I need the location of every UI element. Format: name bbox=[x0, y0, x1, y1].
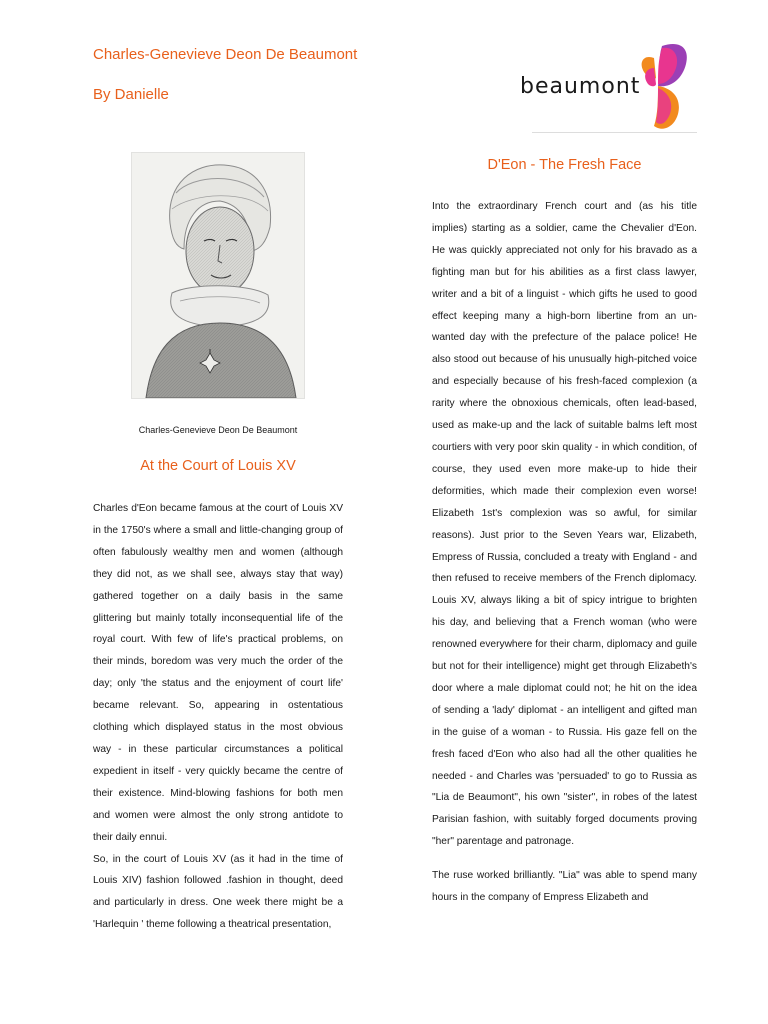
right-column-text bbox=[432, 196, 697, 909]
heading-fresh-face: D'Eon - The Fresh Face bbox=[487, 157, 642, 173]
portrait-caption: Charles-Genevieve Deon De Beaumont bbox=[138, 425, 298, 435]
paragraph: Into the extraordinary French court and (as his title implies) starting as a soldier, came the Chevalier d'Eon. He was quickly appreciated not only for his bravado as a fighting man but for his abilities as a first class lawyer, writer and a bit of a linguist - which gifts he used to good effect keeping many a high-born libertine from an un-wanted day with the prefecture of the palace police! He also stood out because of his unusually high-pitched voice and especially because of his fresh-faced complexion (a rarity where the obnoxious chemicals, often lead-based, used as make-up and the lack of suitable balms left most courtiers with very poor skin quality - in which condition, of course, they used even more make-up to hide their deformities, which made their complexion even worse! Elizabeth 1st's complexion was so awful, for similar reasons). Just prior to the Seven Years war, Elizabeth, Empress of Russia, concluded a treaty with England - and then refused to receive members of the French diplomacy. Louis XV, always liking a bit of spicy intrigue to brighten his day, and believing that a French woman (who were renowned everywhere for their charm, diplomacy and guile but not for their intelligence) might get through Elizabeth's door where a male diplomat could not; he hit on the idea of sending a 'lady' diplomat - an intelligent and gifted man in the guise of a woman - to Russia. His gaze fell on the fresh faced d'Eon who also had all the other qualities he needed - and Charles was 'persuaded' to go to Russia as "Lia de Beaumont", his own "sister", in robes of the latest Parisian fashion, with suitably forged documents proving "her" parentage and patronage. bbox=[432, 201, 697, 848]
logo-underline bbox=[532, 132, 697, 133]
paragraph: Charles d'Eon became famous at the court of Louis XV in the 1750's where a small and little-changing group of often fabulously wealthy men and women (although they did not, as we shall see, always stay that way) gathered together on a daily basis in the same glittering but mainly totally inconsequential life of the royal court. With few of life's practical problems, on their minds, boredom was very much the order of the day; only 'the status and the enjoyment of court life' became relevant. So, appearing in ostentatious clothing which displayed status in the most obvious way - in these particular circumstances a political expedient in itself - very quickly became the centre of their existence. Mind-blowing fashions for both men and women were almost the only strong antidote to their daily ennui. bbox=[93, 503, 343, 843]
heading-court-of-louis: At the Court of Louis XV bbox=[140, 458, 296, 474]
portrait-image bbox=[132, 153, 304, 398]
left-column-text bbox=[93, 498, 343, 936]
beaumont-logo bbox=[512, 38, 692, 134]
paragraph-gap bbox=[432, 853, 697, 865]
logo-text: beaumont bbox=[520, 74, 641, 99]
document-title: Charles-Genevieve Deon De Beaumont bbox=[93, 46, 358, 63]
paragraph: So, in the court of Louis XV (as it had in the time of Louis XIV) fashion followed .fashion in thought, deed and particularly in dress. One week there might be a 'Harlequin ' theme following a theatrical presentation, bbox=[93, 853, 343, 931]
portrait-engraving bbox=[131, 152, 305, 399]
author-byline: By Danielle bbox=[93, 86, 169, 103]
paragraph: The ruse worked brilliantly. "Lia" was able to spend many hours in the company of Empress Elizabeth and bbox=[432, 870, 697, 904]
